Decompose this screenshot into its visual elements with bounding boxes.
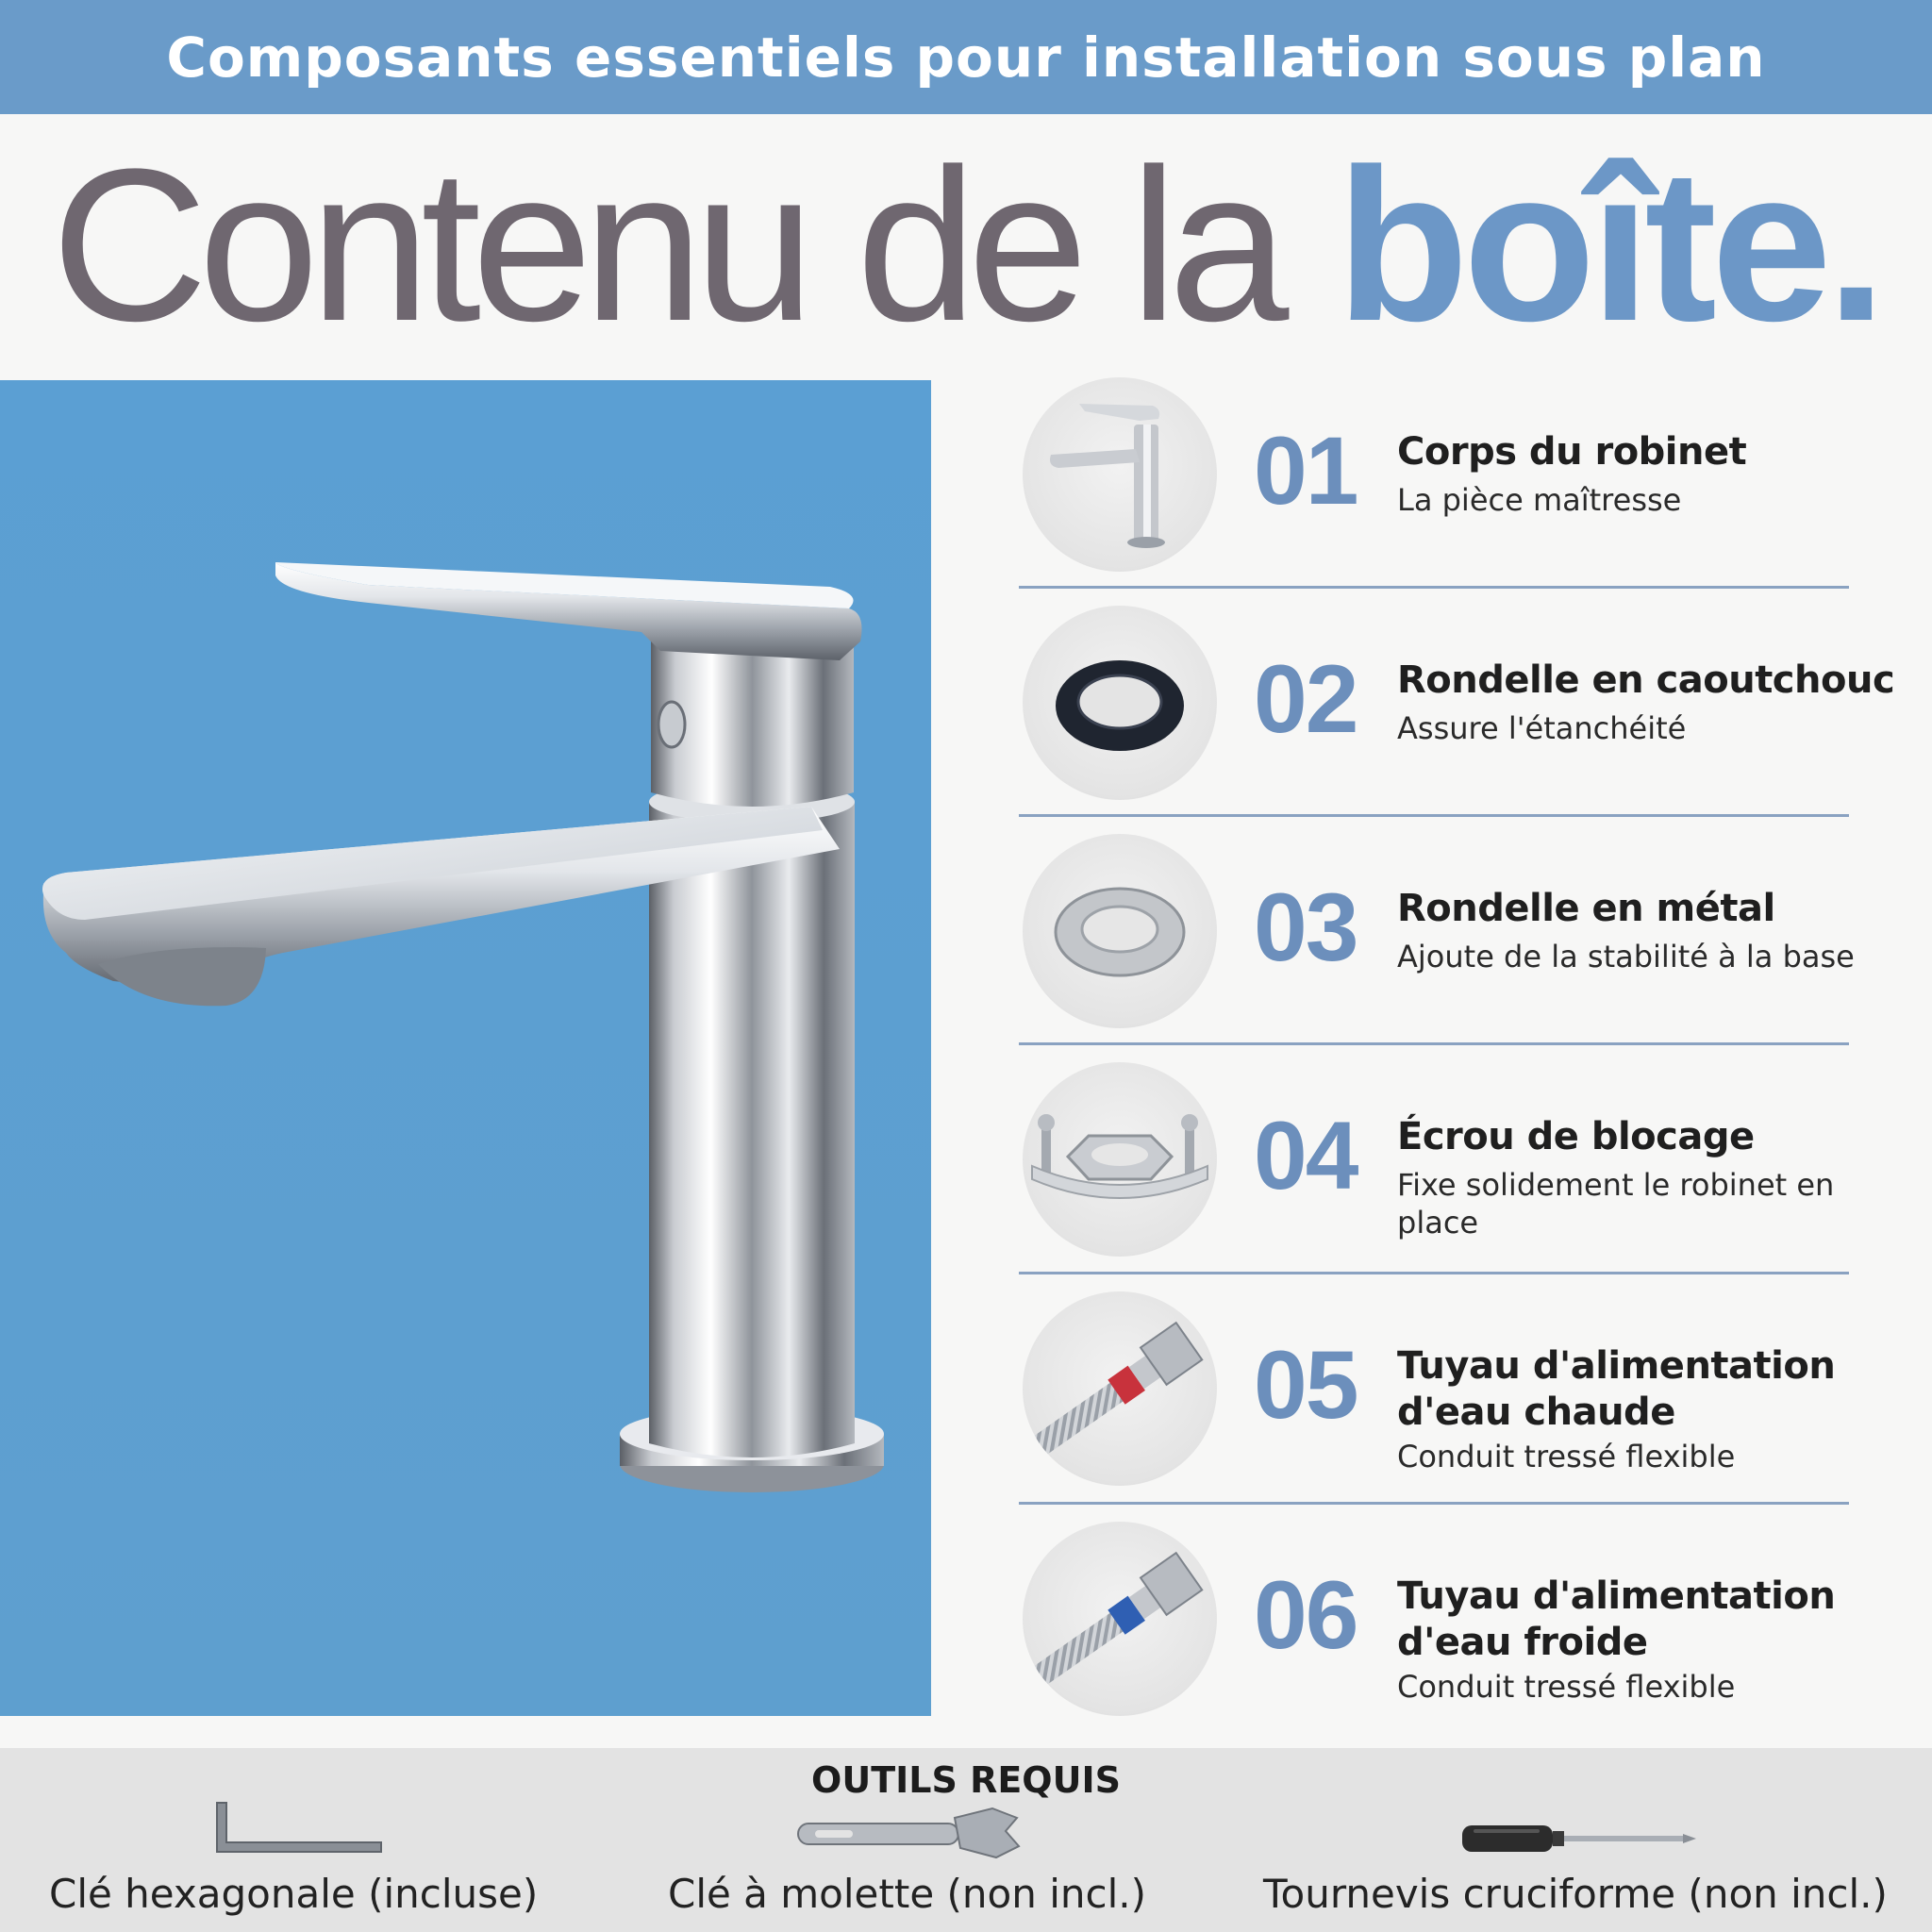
tool-label: Clé à molette (non incl.) [668,1871,1146,1917]
faucet-icon [1023,377,1217,572]
tool-label: Clé hexagonale (incluse) [49,1871,539,1917]
headline-light: Contenu de la [51,124,1280,366]
item-number: 05 [1254,1331,1357,1439]
rubber-washer-icon [1023,606,1217,800]
item-number: 04 [1254,1102,1357,1209]
item-image [1023,1522,1217,1716]
divider [1019,1502,1849,1505]
item-subtitle: Conduit tressé flexible [1397,1439,1736,1474]
tools-title: OUTILS REQUIS [811,1759,1121,1801]
item-subtitle: Assure l'étanchéité [1397,710,1687,746]
item-image [1023,606,1217,800]
item-image [1023,1291,1217,1486]
item-image [1023,1062,1217,1257]
item-subtitle: La pièce maîtresse [1397,482,1682,518]
item-title: Tuyau d'alimentation d'eau chaude [1397,1344,1836,1434]
screwdriver-icon [1460,1824,1698,1854]
divider [1019,814,1849,817]
divider [1019,1042,1849,1045]
tool-label: Tournevis cruciforme (non incl.) [1263,1871,1888,1917]
item-06 [1023,1522,1909,1715]
item-image [1023,834,1217,1028]
item-02 [1023,606,1909,799]
headline [0,124,1932,366]
banner-text: Composants essentiels pour installation sous plan [166,25,1766,90]
item-title: Écrou de blocage [1397,1115,1755,1158]
item-number: 06 [1254,1561,1357,1669]
item-subtitle: Ajoute de la stabilité à la base [1397,939,1855,974]
divider [1019,1272,1849,1274]
item-subtitle: Conduit tressé flexible [1397,1669,1736,1705]
item-image [1023,377,1217,572]
metal-washer-icon [1023,834,1217,1028]
item-03 [1023,834,1909,1027]
item-title: Rondelle en métal [1397,887,1775,930]
hero-faucet-image [0,380,931,1716]
headline-bold: boîte. [1336,124,1881,366]
hot-water-hose-icon [1023,1291,1217,1486]
item-number: 03 [1254,874,1357,981]
item-subtitle: Fixe solidement le robinet en place [1397,1167,1835,1241]
lock-nut-icon [1023,1062,1217,1257]
tools-section [0,1748,1932,1932]
adjustable-wrench-icon [794,1805,1028,1861]
hex-key-icon [213,1801,383,1857]
item-number: 02 [1254,645,1357,753]
item-01 [1023,377,1909,571]
item-title: Tuyau d'alimentation d'eau froide [1397,1574,1836,1664]
item-title: Rondelle en caoutchouc [1397,658,1895,702]
divider [1019,586,1849,589]
item-title: Corps du robinet [1397,430,1747,474]
item-05 [1023,1291,1909,1485]
cold-water-hose-icon [1023,1522,1217,1716]
faucet-icon [0,380,931,1716]
item-04 [1023,1062,1909,1256]
item-number: 01 [1254,417,1357,525]
top-banner [0,0,1932,114]
